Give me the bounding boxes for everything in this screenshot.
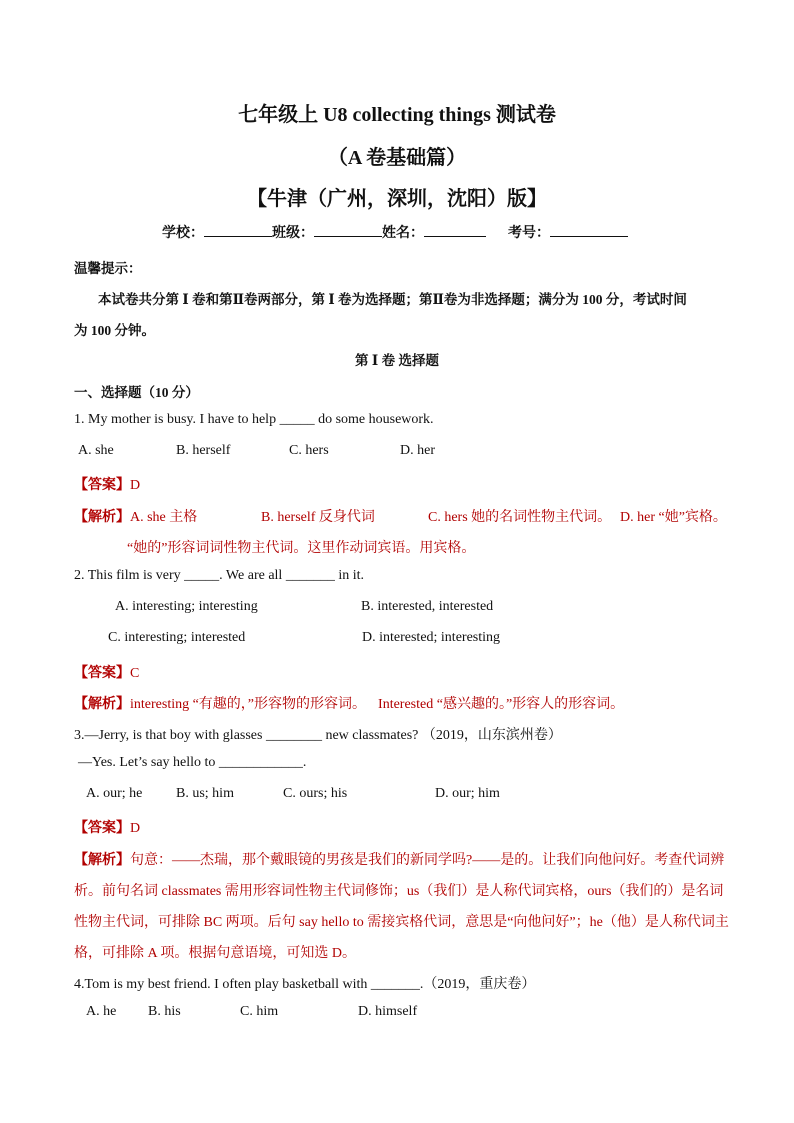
q2-answer [74, 662, 139, 682]
q1-an-d: D. her “她”宾格。 [620, 510, 727, 525]
q1-an-a: A. she 主格 [130, 510, 198, 525]
info-line [162, 222, 628, 242]
q4-option-d: D. himself [358, 1004, 418, 1019]
answer-label: 【答案】 [74, 478, 130, 493]
q3-option-d: D. our; him [435, 786, 500, 801]
q1-analysis [74, 506, 197, 526]
q3-option-b: B. us; him [176, 786, 234, 801]
tips-label: 温馨提示： [74, 261, 142, 276]
q3-answer-value: D [130, 821, 141, 836]
class-blank[interactable] [314, 222, 382, 237]
school-label: 学校： [162, 226, 204, 241]
page-edition: 【牛津（广州，深圳，沈阳）版】 [247, 188, 547, 210]
q3-an-line4: 格，可排除 A 项。根据句意语境，可知选 D。 [74, 946, 356, 961]
q2-option-b: B. interested, interested [361, 599, 494, 614]
q4-option-b: B. his [148, 1004, 181, 1019]
q2-option-a: A. interesting; interesting [115, 599, 258, 614]
q1-option-c: C. hers [289, 443, 329, 458]
exam-no-blank[interactable] [550, 222, 628, 237]
q1-answer-value: D [130, 478, 141, 493]
exam-no-label: 考号： [508, 226, 550, 241]
tips-line2: 为 100 分钟。 [74, 323, 155, 338]
q1-option-b: B. herself [176, 443, 231, 458]
part-title: 一、选择题（10 分） [74, 385, 199, 400]
page-title: 七年级上 U8 collecting things 测试卷 [238, 104, 556, 126]
q1-stem: 1. My mother is busy. I have to help _____ do some housework. [74, 412, 434, 427]
q3-an-line1: 句意：——杰瑞，那个戴眼镜的男孩是我们的新同学吗?——是的。让我们向他问好。考查代词辨 [130, 853, 725, 868]
q2-an-b: Interested “感兴趣的。”形容人的形容词。 [378, 697, 625, 712]
q2-option-d: D. interested; interesting [362, 630, 501, 645]
q2-stem: 2. This film is very _____. We are all _______ in it. [74, 568, 364, 583]
q2-answer-value: C [130, 666, 140, 681]
q4-stem: 4.Tom is my best friend. I often play basketball with _______.（2019，重庆卷） [74, 977, 536, 992]
q3-stem2: —Yes. Let’s say hello to ____________. [78, 755, 307, 770]
name-label: 姓名： [382, 226, 424, 241]
school-blank[interactable] [204, 222, 272, 237]
q1-option-a: A. she [78, 443, 114, 458]
q3-analysis [74, 849, 724, 869]
q1-option-d: D. her [400, 443, 435, 458]
q4-option-c: C. him [240, 1004, 279, 1019]
q3-option-a: A. our; he [86, 786, 143, 801]
page-subtitle: （A 卷基础篇） [327, 147, 467, 169]
q3-answer [74, 817, 140, 837]
q3-stem: 3.—Jerry, is that boy with glasses ________ new classmates? （2019，山东滨州卷） [74, 728, 562, 743]
q3-an-line3: 性物主代词，可排除 BC 两项。后句 say hello to 需接宾格代词，意思是“向他问好”；he（他）是人称代词主 [74, 915, 729, 930]
answer-label: 【答案】 [74, 821, 130, 836]
q2-option-c: C. interesting; interested [108, 630, 246, 645]
q1-an-c: C. hers 她的名词性物主代词。 [428, 510, 612, 525]
q3-option-c: C. ours; his [283, 786, 348, 801]
q2-analysis [74, 693, 624, 713]
q1-an-b: B. herself 反身代词 [261, 510, 375, 525]
analysis-label: 【解析】 [74, 697, 130, 712]
tips-line1: 本试卷共分第 Ⅰ 卷和第Ⅱ卷两部分，第 Ⅰ 卷为选择题；第Ⅱ卷为非选择题；满分为 100 分，考试时间 [98, 292, 687, 307]
q4-option-a: A. he [86, 1004, 117, 1019]
answer-label: 【答案】 [74, 666, 130, 681]
q3-an-line2: 析。前句名词 classmates 需用形容词性物主代词修饰；us（我们）是人称代词宾格，ours（我们的）是名词 [74, 884, 724, 899]
q1-answer [74, 474, 140, 494]
q1-an-line2: “她的”形容词词性物主代词。这里作动词宾语。用宾格。 [127, 541, 476, 556]
q2-an-a: interesting “有趣的，”形容物的形容词。 [130, 697, 367, 712]
analysis-label: 【解析】 [74, 510, 130, 525]
section-title: 第 Ⅰ 卷 选择题 [355, 353, 439, 368]
class-label: 班级： [272, 226, 314, 241]
analysis-label: 【解析】 [74, 853, 130, 868]
name-blank[interactable] [424, 222, 486, 237]
